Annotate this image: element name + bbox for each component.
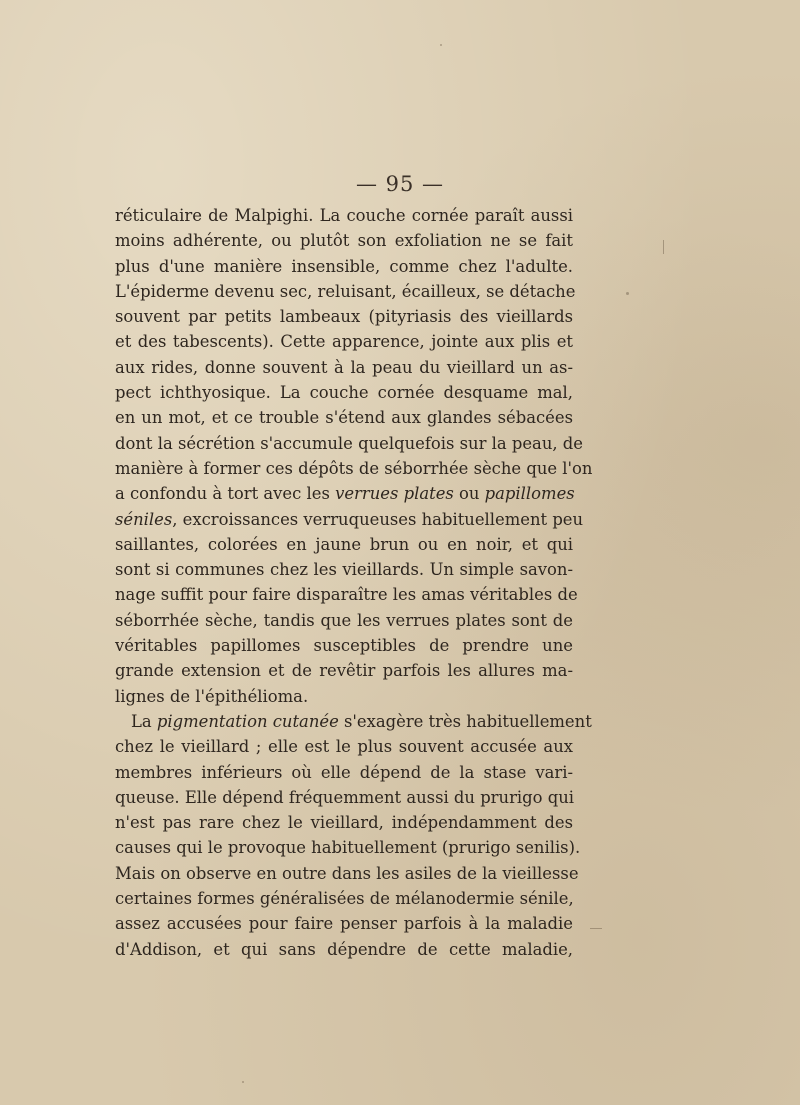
paper-speck [440,44,442,46]
body-text [115,203,593,962]
text-line: a confondu à tort avec les verrues plates ou papillomes [115,484,575,504]
text-line: n'est pas rare chez le vieillard, indépendamment des [115,813,573,833]
paper-speck [626,292,629,295]
italic-term: papillomes [484,484,575,504]
text-line: chez le vieillard ; elle est le plus souvent accusée aux [115,737,573,757]
text-line: sont si communes chez les vieillards. Un simple savon- [115,560,573,580]
italic-term: verrues plates [335,484,454,504]
italic-term: séniles [115,509,173,529]
italic-term: pigmentation cutanée [156,711,339,731]
text-line: et des tabescents). Cette apparence, jointe aux plis et [115,332,573,352]
page-number: — 95 — [355,172,445,196]
paper-speck [663,240,664,254]
text-line: Mais on observe en outre dans les asiles de la vieillesse [115,863,579,883]
paper-speck [242,1081,244,1083]
text-line: pect ichthyosique. La couche cornée desquame mal, [115,383,573,403]
text-line: membres inférieurs où elle dépend de la stase vari- [115,762,573,782]
text-line: véritables papillomes susceptibles de prendre une [115,636,573,656]
text-line: manière à former ces dépôts de séborrhée sèche que l'on [115,458,593,478]
text-line: assez accusées pour faire penser parfois à la maladie [115,914,573,934]
text-line: queuse. Elle dépend fréquemment aussi du prurigo qui [115,787,575,807]
text-line: moins adhérente, ou plutôt son exfoliation ne se fait [115,231,573,251]
text-line: saillantes, colorées en jaune brun ou en noir, et qui [115,534,573,554]
text-line: réticulaire de Malpighi. La couche cornée paraît aussi [115,206,573,225]
text-line: grande extension et de revêtir parfois les allures ma- [115,661,573,681]
text-line: nage suffit pour faire disparaître les amas véritables de [115,585,578,605]
text-line: en un mot, et ce trouble s'étend aux glandes sébacées [115,408,573,428]
text-line: séborrhée sèche, tandis que les verrues plates sont de [115,610,573,630]
paper-speck [590,928,602,929]
text-line: séniles, excroissances verruqueuses habituellement peu [115,509,584,529]
text-line: La pigmentation cutanée s'exagère très habituellement [131,711,592,731]
text-line: d'Addison, et qui sans dépendre de cette maladie, [115,939,573,959]
text-line: lignes de l'épithélioma. [115,686,309,706]
text-line: certaines formes généralisées de mélanodermie sénile, [115,889,574,909]
text-line: causes qui le provoque habituellement (prurigo senilis). [115,838,581,858]
text-line: aux rides, donne souvent à la peau du vieillard un as- [115,357,573,377]
text-line: plus d'une manière insensible, comme chez l'adulte. [115,256,573,276]
text-line: souvent par petits lambeaux (pityriasis des vieillards [115,307,573,327]
text-line: L'épiderme devenu sec, reluisant, écailleux, se détache [115,281,576,301]
text-line: dont la sécrétion s'accumule quelquefois sur la peau, de [115,433,583,453]
